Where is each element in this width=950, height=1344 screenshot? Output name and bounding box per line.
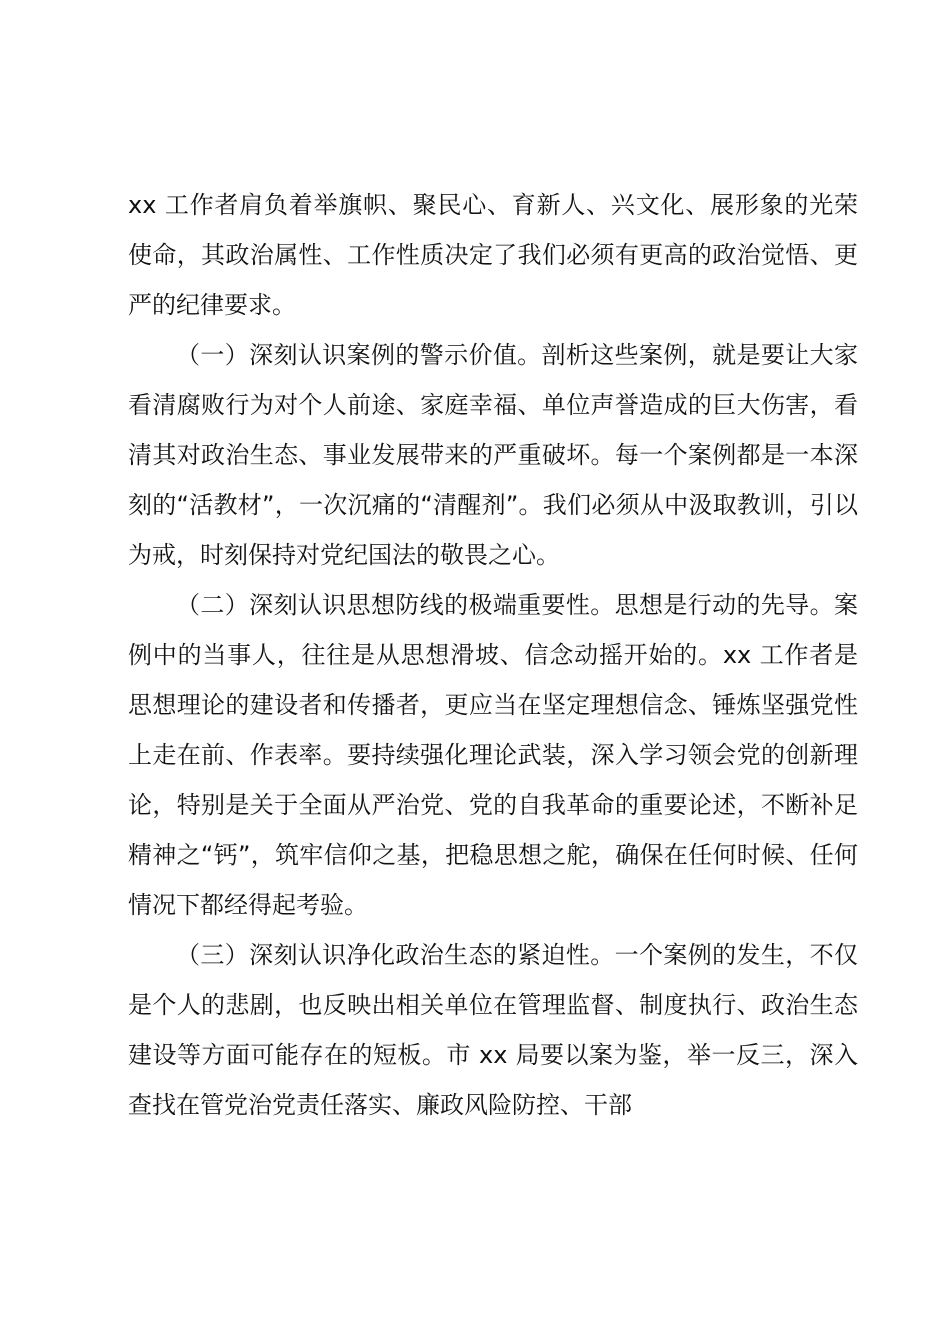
paragraph-section-2: （二）深刻认识思想防线的极端重要性。思想是行动的先导。案例中的当事人，往往是从思想滑坡、信念动摇开始的。xx 工作者是思想理论的建设者和传播者，更应当在坚定理想信念、锤炼坚强党性上走在前、作表率。要持续强化理论武装，深入学习领会党的创新理论，特别是关于全面从严治党、党的自我革命的重要论述，不断补足精神之“钙”，筑牢信仰之基，把稳思想之舵，确保在任何时候、任何情况下都经得起考验。 — [128, 591, 858, 919]
paragraph-intro: xx 工作者肩负着举旗帜、聚民心、育新人、兴文化、展形象的光荣使命，其政治属性、工作性质决定了我们必须有更高的政治觉悟、更严的纪律要求。 — [128, 191, 858, 319]
paragraph-section-1: （一）深刻认识案例的警示价值。剖析这些案例，就是要让大家看清腐败行为对个人前途、家庭幸福、单位声誉造成的巨大伤害，看清其对政治生态、事业发展带来的严重破坏。每一个案例都是一本深刻的“活教材”，一次沉痛的“清醒剂”。我们必须从中汲取教训，引以为戒，时刻保持对党纪国法的敬畏之心。 — [128, 341, 858, 569]
paragraph-section-3: （三）深刻认识净化政治生态的紧迫性。一个案例的发生，不仅是个人的悲剧，也反映出相关单位在管理监督、制度执行、政治生态建设等方面可能存在的短板。市 xx 局要以案为鉴，举一反三，深入查找在管党治党责任落实、廉政风险防控、干部 — [128, 941, 858, 1119]
document-body — [128, 180, 858, 1130]
